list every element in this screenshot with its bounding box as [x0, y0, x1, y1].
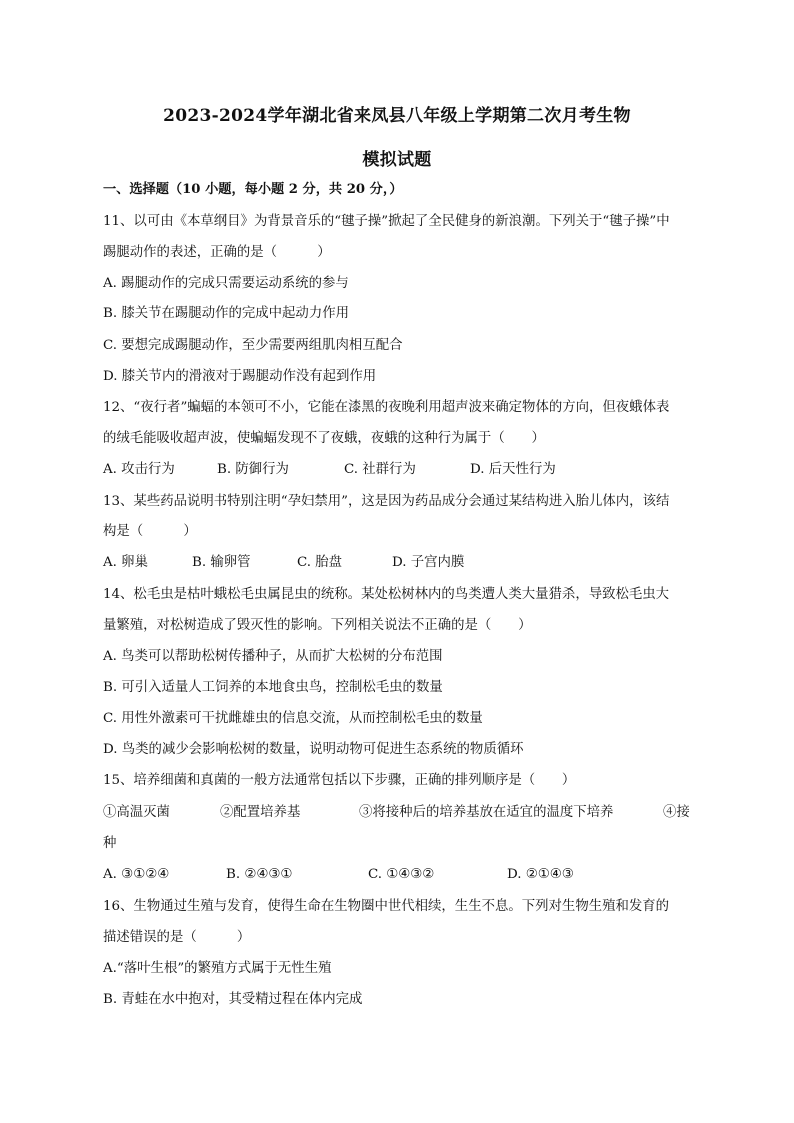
- question-16-option-a: A.“落叶生根”的繁殖方式属于无性生殖: [103, 961, 332, 976]
- question-11-option-b: B. 膝关节在踢腿动作的完成中起动力作用: [103, 306, 349, 321]
- question-14-option-b: B. 可引入适量人工饲养的本地食虫鸟，控制松毛虫的数量: [103, 680, 443, 695]
- question-12-stem-line1: 12、“夜行者”蝙蝠的本领可不小，它能在漆黑的夜晚利用超声波来确定物体的方向，但夜蛾体表: [103, 400, 670, 415]
- question-13-option-a: A. 卵巢: [103, 555, 148, 570]
- question-14-option-c: C. 用性外激素可干扰雌雄虫的信息交流，从而控制松毛虫的数量: [103, 711, 483, 726]
- question-13-option-c: C. 胎盘: [297, 555, 343, 570]
- question-13-option-b: B. 输卵管: [192, 555, 251, 570]
- question-11-stem-line2: 踢腿动作的表述，正确的是（ ）: [103, 245, 331, 260]
- question-11-option-c: C. 要想完成踢腿动作，至少需要两组肌肉相互配合: [103, 338, 403, 353]
- question-16-stem-line1: 16、生物通过生殖与发育，使得生命在生物圈中世代相续，生生不息。下列对生物生殖和发育的: [103, 899, 670, 914]
- question-11-option-a: A. 踢腿动作的完成只需要运动系统的参与: [103, 276, 349, 291]
- question-15-stem: 15、培养细菌和真菌的一般方法通常包括以下步骤，正确的排列顺序是（ ）: [103, 773, 576, 788]
- question-15-option-d: D. ②①④③: [507, 867, 574, 882]
- question-14-stem-line2: 量繁殖，对松树造成了毁灭性的影响。下列相关说法不正确的是（ ）: [103, 618, 532, 633]
- question-14-option-d: D. 鸟类的减少会影响松树的数量，说明动物可促进生态系统的物质循环: [103, 742, 524, 757]
- question-15-step-1: ①高温灭菌: [103, 805, 170, 820]
- question-12-option-b: B. 防御行为: [217, 462, 289, 477]
- question-14-option-a: A. 鸟类可以帮助松树传播种子，从而扩大松树的分布范围: [103, 649, 443, 664]
- document-title: 2023-2024学年湖北省来凤县八年级上学期第二次月考生物: [163, 106, 631, 126]
- question-11-stem-line1: 11、以可由《本草纲目》为背景音乐的“毽子操”掀起了全民健身的新浪潮。下列关于“毽子操”中: [103, 214, 670, 229]
- question-15-step-4-wrap: 种: [103, 836, 117, 851]
- question-15-step-2: ②配置培养基: [220, 805, 301, 820]
- question-12-option-d: D. 后天性行为: [470, 462, 556, 477]
- question-15-step-4: ④接: [663, 805, 690, 820]
- question-15-step-3: ③将接种后的培养基放在适宜的温度下培养: [359, 805, 614, 820]
- question-16-stem-line2: 描述错误的是（ ）: [103, 930, 251, 945]
- question-13-stem-line2: 构是（ ）: [103, 524, 197, 539]
- question-13-option-d: D. 子宫内膜: [392, 555, 465, 570]
- question-14-stem-line1: 14、松毛虫是枯叶蛾松毛虫属昆虫的统称。某处松树林内的鸟类遭人类大量猎杀，导致松毛虫大: [103, 587, 670, 602]
- question-15-option-a: A. ③①②④: [103, 867, 170, 882]
- document-subtitle: 模拟试题: [362, 150, 432, 170]
- question-11-option-d: D. 膝关节内的滑液对于踢腿动作没有起到作用: [103, 369, 377, 384]
- section-heading: 一、选择题（10 小题，每小题 2 分，共 20 分，）: [103, 182, 403, 197]
- question-12-stem-line2: 的绒毛能吸收超声波，使蝙蝠发现不了夜蛾，夜蛾的这种行为属于（ ）: [103, 431, 545, 446]
- question-15-option-b: B. ②④③①: [226, 867, 293, 882]
- question-12-option-c: C. 社群行为: [344, 462, 416, 477]
- question-13-stem-line1: 13、某些药品说明书特别注明“孕妇禁用”，这是因为药品成分会通过某结构进入胎儿体内，该结: [103, 494, 670, 509]
- question-15-option-c: C. ①④③②: [368, 867, 435, 882]
- question-12-option-a: A. 攻击行为: [103, 462, 175, 477]
- question-16-option-b: B. 青蛙在水中抱对，其受精过程在体内完成: [103, 992, 363, 1007]
